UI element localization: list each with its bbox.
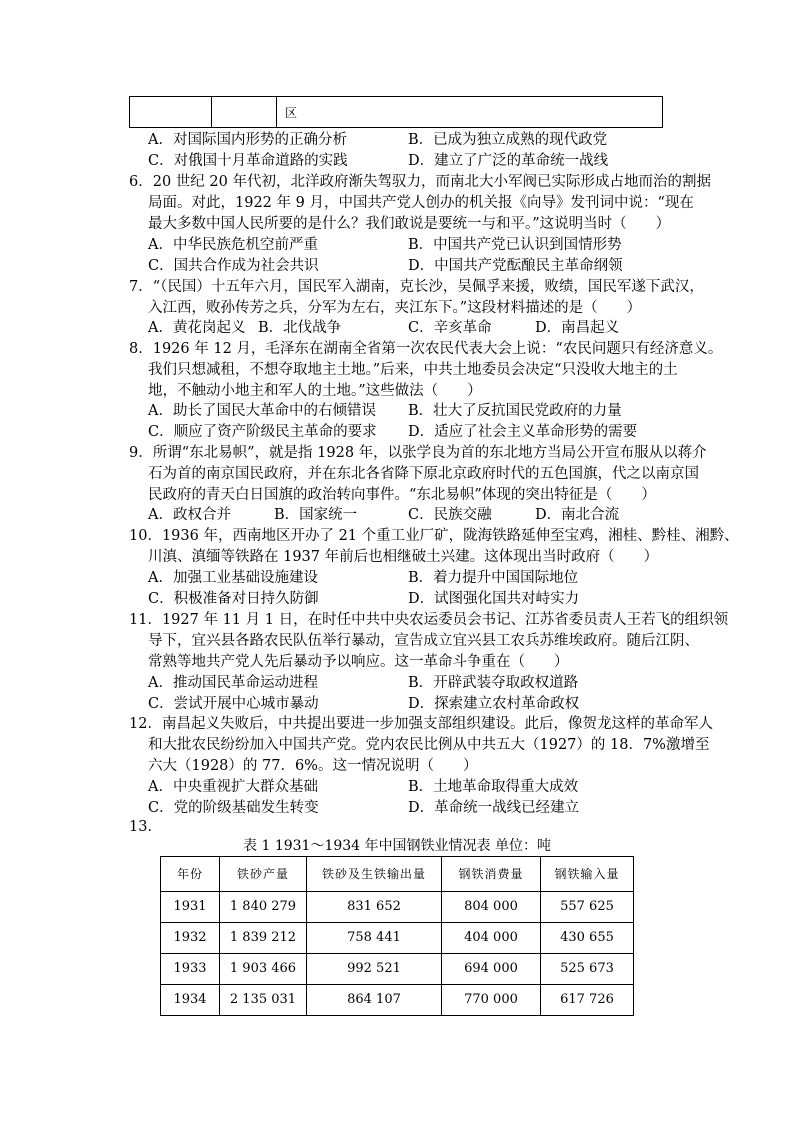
- table-cell: 1932: [161, 922, 220, 953]
- table-cell: 864 107: [307, 984, 442, 1015]
- q12-option-d: D．革命统一战线已经建立: [408, 800, 580, 816]
- top-table-cell: [130, 97, 212, 128]
- q8-stem-line: 我们只想减租，不想夺取地主土地。”后来，中共土地委员会决定“只没收大地主的土: [148, 362, 678, 378]
- q5-option-b: B．已成为独立成熟的现代政党: [408, 132, 608, 148]
- q9-stem-line: 石为首的南京国民政府，并在东北各省降下原北京政府时代的五色国旗，代之以南京国: [148, 466, 699, 482]
- q10-stem-line: 10．1936 年，西南地区开办了 21 个重工业厂矿，陇海铁路延伸至宝鸡，湘桂、黔桂、湘黔、: [129, 528, 739, 544]
- top-table-cell: [212, 97, 277, 128]
- table-header-cell: 年份: [161, 857, 220, 892]
- q7-option-d: D．南昌起义: [535, 320, 620, 336]
- q8-option-b: B．壮大了反抗国民党政府的力量: [408, 403, 622, 419]
- q12-stem-line: 六大（1928）的 77．6%。这一情况说明（ ）: [148, 758, 478, 774]
- table-cell: 831 652: [307, 891, 442, 922]
- q7-option-c: C．辛亥革命: [408, 320, 492, 336]
- table-cell: 992 521: [307, 953, 442, 984]
- q10-option-a: A．加强工业基础设施建设: [148, 570, 318, 586]
- q7-option-b: B．北伐战争: [258, 320, 342, 336]
- table-cell: 525 673: [541, 953, 634, 984]
- table-cell: 2 135 031: [220, 984, 307, 1015]
- q10-stem-line: 川滇、滇缅等铁路在 1937 年前后也相继破土兴建。这体现出当时政府（ ）: [148, 549, 659, 565]
- q11-option-a: A．推动国民革命运动进程: [148, 675, 318, 691]
- q7-stem-line: 入江西，败孙传芳之兵，分军为左右，夹江东下。”这段材料描述的是（ ）: [148, 300, 642, 316]
- table-row: [161, 891, 634, 922]
- q7-option-a: A．黄花岗起义: [148, 320, 246, 336]
- q11-stem-line: 11．1927 年 11 月 1 日，在时任中共中央农运委员会书记、江苏省委员责人王若飞的组织领: [129, 612, 729, 628]
- q12-option-c: C．党的阶级基础发生转变: [148, 800, 319, 816]
- q8-option-a: A．助长了国民大革命中的右倾错误: [148, 403, 376, 419]
- q10-option-c: C．积极准备对日持久防御: [148, 591, 319, 607]
- q12-stem-line: 12．南昌起义失败后，中共提出要进一步加强支部组织建设。此后，像贺龙这样的革命军人: [129, 716, 713, 732]
- top-table-fragment: [129, 96, 663, 128]
- q6-option-c: C．国共合作成为社会共识: [148, 258, 319, 274]
- q9-option-a: A．政权合并: [148, 507, 231, 523]
- q9-stem-line: 9．所谓“东北易帜”，就是指 1928 年，以张学良为首的东北地方当局公开宣布服从以蒋介: [129, 445, 707, 461]
- q11-option-b: B．开辟武装夺取政权道路: [408, 675, 579, 691]
- q9-option-d: D．南北合流: [535, 507, 620, 523]
- table-cell: 1 840 279: [220, 891, 307, 922]
- table-cell: 557 625: [541, 891, 634, 922]
- q6-stem-line: 最大多数中国人民所要的是什么？我们敢说是要统一与和平。”这说明当时（ ）: [148, 216, 671, 232]
- q10-option-b: B．着力提升中国国际地位: [408, 570, 579, 586]
- table-cell: 770 000: [442, 984, 541, 1015]
- table-cell: 404 000: [442, 922, 541, 953]
- q11-stem-line: 导下，宜兴县各路农民队伍举行暴动，宣告成立宜兴县工农兵苏维埃政府。随后江阴、: [148, 633, 699, 649]
- table-header-cell: 钢铁输入量: [541, 857, 634, 892]
- q9-stem-line: 民政府的青天白日国旗的政治转向事件。“东北易帜”体现的突出特征是（ ）: [148, 487, 656, 503]
- table-cell: 1 903 466: [220, 953, 307, 984]
- q10-option-d: D．试图强化国共对峙实力: [408, 591, 580, 607]
- q8-stem-line: 地，不触动小地主和军人的土地。”这些做法（ ）: [148, 383, 482, 399]
- q8-option-d: D．适应了社会主义革命形势的需要: [408, 424, 638, 440]
- q6-option-d: D．中国共产党酝酿民主革命纲领: [408, 258, 623, 274]
- q6-option-a: A．中华民族危机空前严重: [148, 237, 318, 253]
- top-table-cell: 区: [277, 97, 663, 128]
- table-cell: 694 000: [442, 953, 541, 984]
- table-cell: 617 726: [541, 984, 634, 1015]
- q12-option-a: A．中央重视扩大群众基础: [148, 779, 318, 795]
- q8-option-c: C．顺应了资产阶级民主革命的要求: [148, 424, 377, 440]
- q6-option-b: B．中国共产党已认识到国情形势: [408, 237, 622, 253]
- q12-stem-line: 和大批农民纷纷加入中国共产党。党内农民比例从中共五大（1927）的 18．7%激增至: [148, 737, 710, 753]
- table-cell: 758 441: [307, 922, 442, 953]
- q9-option-c: C．民族交融: [408, 507, 492, 523]
- table-caption: 表 1 1931～1934 年中国钢铁业情况表 单位：吨: [243, 838, 551, 854]
- table-header-cell: 钢铁消费量: [442, 857, 541, 892]
- q13-number: 13．: [129, 819, 162, 835]
- table-row: [161, 922, 634, 953]
- q11-stem-line: 常熟等地共产党人先后暴动予以响应。这一革命斗争重在（ ）: [148, 654, 569, 670]
- table-cell: 804 000: [442, 891, 541, 922]
- q6-stem-line: 局面。对此，1922 年 9 月，中国共产党人创办的机关报《向导》发刊词中说：“现在: [148, 195, 694, 211]
- table-row: [161, 953, 634, 984]
- table-cell: 1933: [161, 953, 220, 984]
- table-cell: 430 655: [541, 922, 634, 953]
- table-header-cell: 铁砂产量: [220, 857, 307, 892]
- q9-option-b: B．国家统一: [274, 507, 358, 523]
- q5-option-d: D．建立了广泛的革命统一战线: [408, 153, 609, 169]
- q7-stem-line: 7．“（民国）十五年六月，国民军入湖南，克长沙，吴佩孚来援，败绩，国民军遂下武汉，: [129, 279, 704, 295]
- q6-stem-line: 6．20 世纪 20 年代初，北洋政府渐失驾驭力，而南北大小军阀已实际形成占地而治的割据: [129, 174, 711, 190]
- table-header-cell: 铁砂及生铁输出量: [307, 857, 442, 892]
- q8-stem-line: 8．1926 年 12 月，毛泽东在湖南全省第一次农民代表大会上说：“农民问题只有经济意义。: [129, 341, 723, 357]
- q11-option-d: D．探索建立农村革命政权: [408, 696, 580, 712]
- steel-data-table: [160, 856, 634, 1016]
- q5-option-a: A．对国际国内形势的正确分析: [148, 132, 347, 148]
- q11-option-c: C．尝试开展中心城市暴动: [148, 696, 319, 712]
- table-header-row: [161, 857, 634, 892]
- table-row: [161, 984, 634, 1015]
- q12-option-b: B．土地革命取得重大成效: [408, 779, 579, 795]
- table-cell: 1 839 212: [220, 922, 307, 953]
- table-cell: 1931: [161, 891, 220, 922]
- table-cell: 1934: [161, 984, 220, 1015]
- q5-option-c: C．对俄国十月革命道路的实践: [148, 153, 348, 169]
